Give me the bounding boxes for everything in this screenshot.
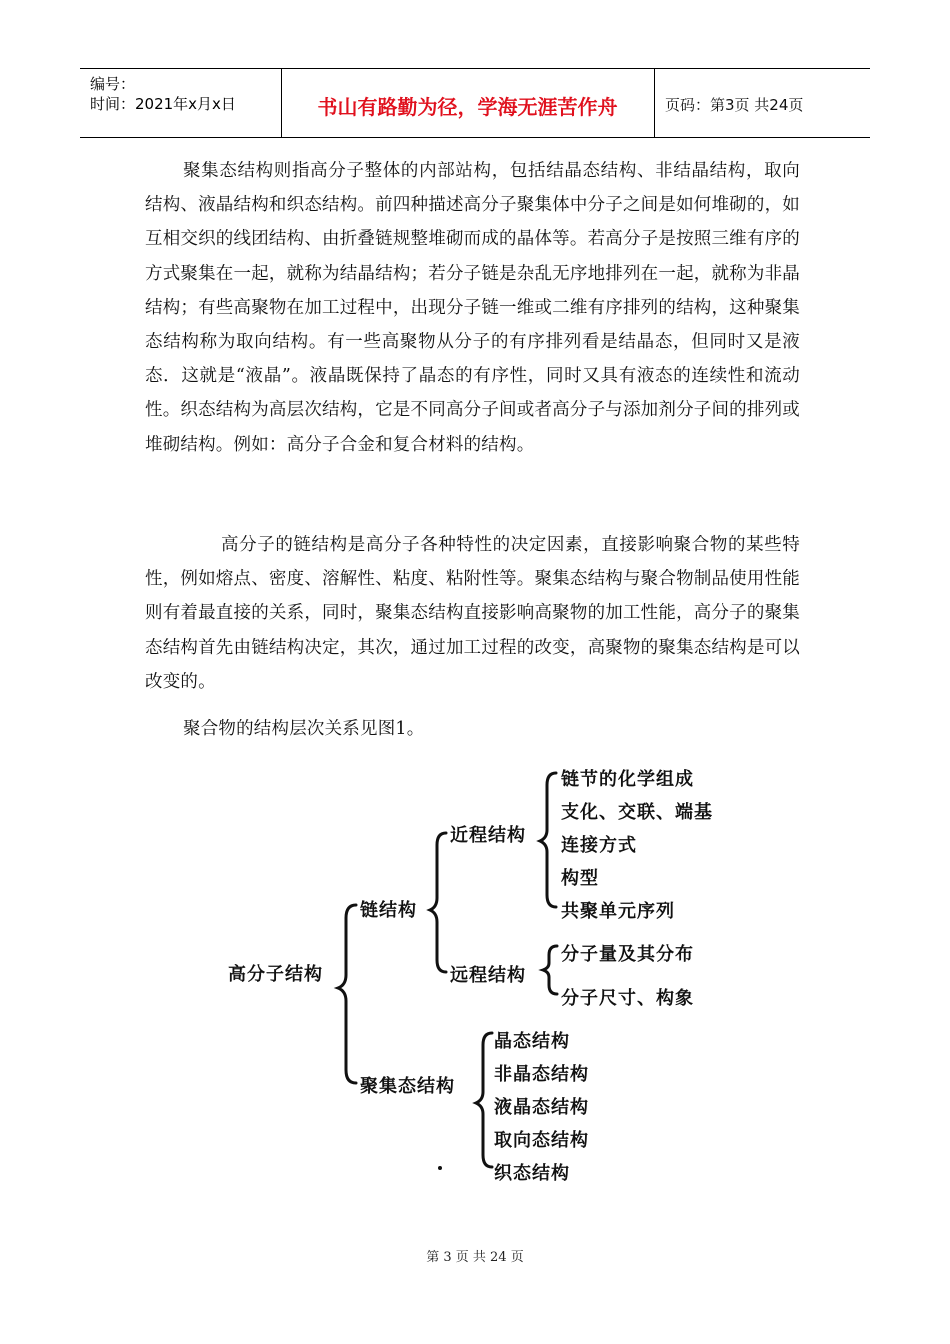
- number-label: 编号：: [90, 75, 136, 93]
- node-aggregate-structure: 聚集态结构: [360, 1076, 455, 1097]
- node-chain-structure: 链结构: [360, 900, 417, 921]
- aggregate-item: 非晶态结构: [494, 1064, 589, 1085]
- node-short-range: 近程结构: [450, 825, 526, 846]
- aggregate-item: 晶态结构: [494, 1031, 570, 1052]
- node-long-range: 远程结构: [450, 965, 526, 986]
- paragraph-figure-ref: 聚合物的结构层次关系见图1。: [183, 719, 425, 739]
- aggregate-item: 液晶态结构: [494, 1097, 589, 1118]
- page-footer: 第 3 页 共 24 页: [426, 1250, 524, 1265]
- date-label: 时间：2021年x月x日: [90, 95, 236, 113]
- short-item: 连接方式: [561, 835, 637, 856]
- paragraph-chain-structure: 高分子的链结构是高分子各种特性的决定因素，直接影响聚合物的某些特性，例如熔点、密度、溶解性、粘度、粘附性等。聚集态结构与聚合物制品使用性能则有着最直接的关系，同时，聚集态结构直接影响高聚物的加工性能，高分子的聚集态结构首先由链结构决定，其次，通过加工过程的改变，高聚物的聚集态结构是可以改变的。: [145, 535, 800, 692]
- long-item: 分子尺寸、构象: [561, 988, 694, 1009]
- speck: [438, 1166, 442, 1170]
- short-item: 共聚单元序列: [561, 901, 675, 922]
- aggregate-item: 取向态结构: [494, 1130, 589, 1151]
- header-page-info: 页码：第3页 共24页: [665, 96, 804, 114]
- aggregate-item: 织态结构: [494, 1163, 570, 1184]
- short-item: 构型: [561, 868, 599, 889]
- short-item: 链节的化学组成: [561, 769, 694, 790]
- short-item: 支化、交联、端基: [561, 802, 713, 823]
- node-polymer-structure: 高分子结构: [228, 964, 323, 985]
- motto-text: 书山有路勤为径，学海无涯苦作舟: [317, 95, 618, 119]
- paragraph-aggregate-structure: 聚集态结构则指高分子整体的内部站构，包括结晶态结构、非结晶结构，取向结构、液晶结构和织态结构。前四种描述高分子聚集体中分子之间是如何堆砌的，如互相交织的线团结构、由折叠链规整堆砌而成的晶体等。若高分子是按照三维有序的方式聚集在一起，就称为结晶结构；若分子链是杂乱无序地排列在一起，就称为非晶结构；有些高聚物在加工过程中，出现分子链一维或二维有序排列的结构，这种聚集态结构称为取向结构。有一些高聚物从分子的有序排列看是结晶态，但同时又是液态．这就是“液晶”。液晶既保持了晶态的有序性，同时又具有液态的连续性和流动性。织态结构为高层次结构，它是不同高分子间或者高分子与添加剂分子间的排列或堆砌结构。例如：高分子合金和复合材料的结构。: [145, 161, 800, 455]
- long-item: 分子量及其分布: [561, 944, 694, 965]
